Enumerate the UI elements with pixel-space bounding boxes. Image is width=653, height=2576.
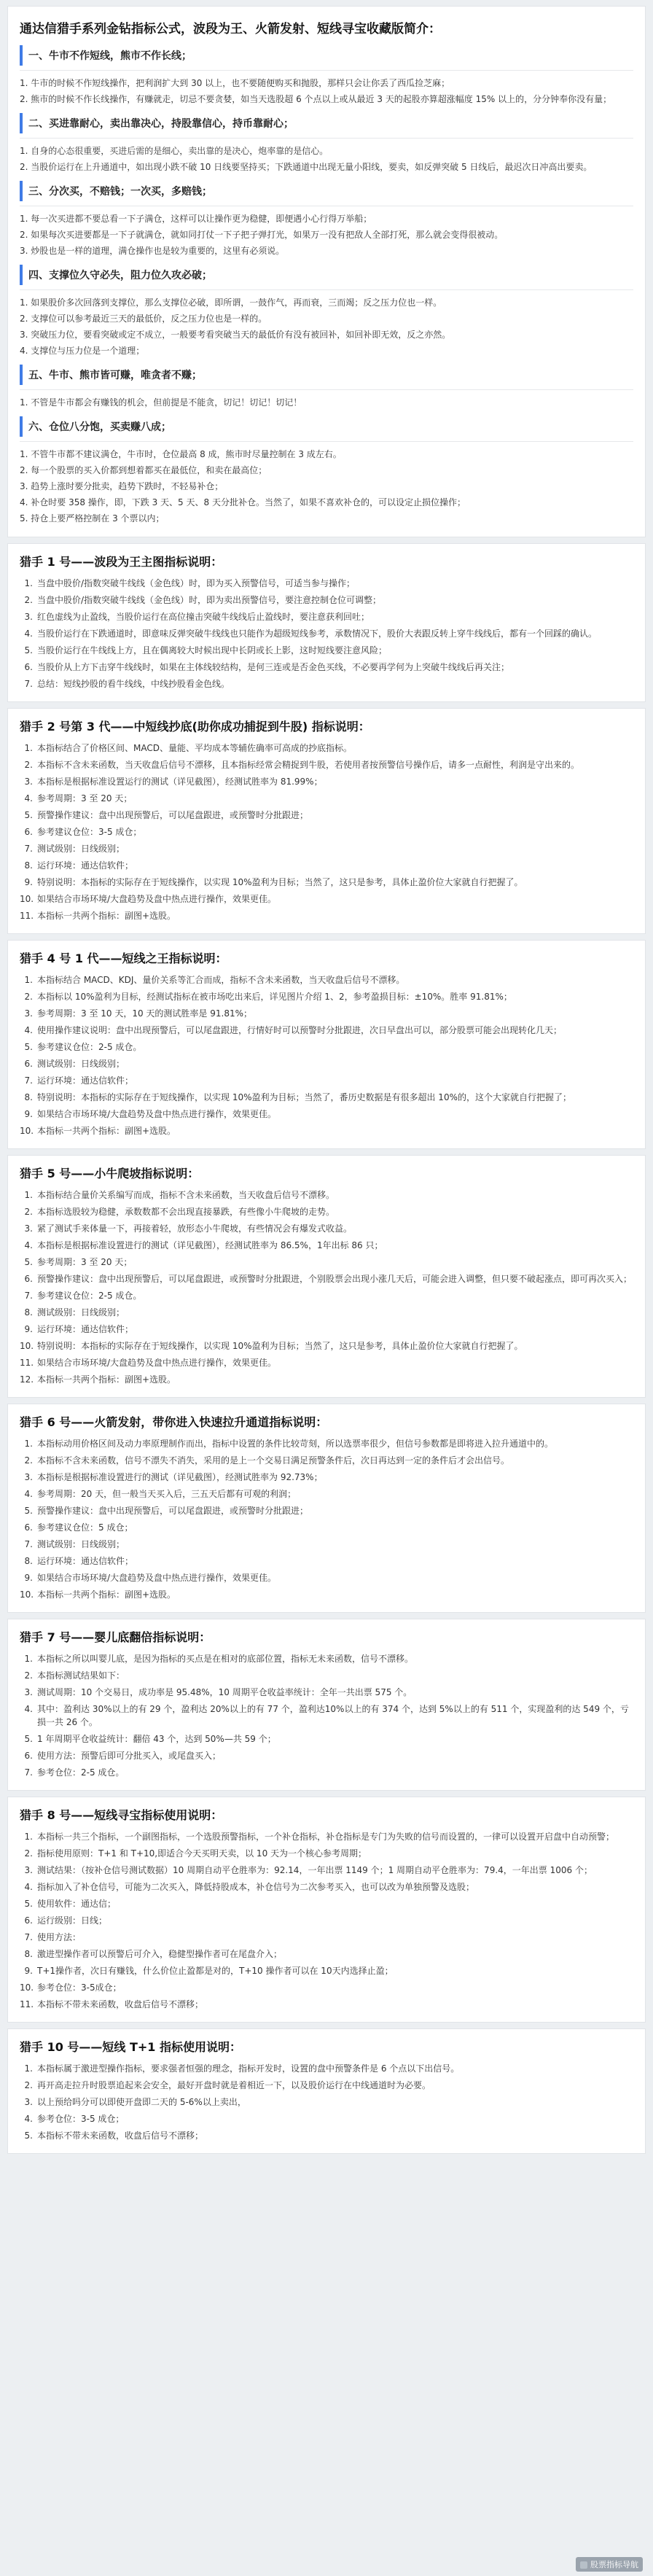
section-item: 1. 牛市的时候不作短线操作，把利润扩大到 30 以上，也不要随便购买和抛股，那样只会让你丢了西瓜捡芝麻； (20, 78, 450, 88)
list-text: 当股价运行在牛线线上方，且在偶离较大时候出现中长阴或长上影，这时短线要注意风险； (37, 645, 388, 655)
section-title: 四、支撑位久守必失，阻力位久攻必破； (20, 265, 633, 285)
numbered-list (20, 1437, 633, 1601)
list-number: 9. (24, 1109, 33, 1119)
section-title: 一、牛市不作短线，熊市不作长线； (20, 45, 633, 66)
list-number: 1. (24, 1832, 33, 1842)
list-number: 6. (24, 827, 33, 837)
list-number: 4. (24, 629, 33, 639)
list-number: 1. (24, 1190, 33, 1200)
list-item (20, 742, 633, 755)
list-number: 4. (24, 2114, 33, 2124)
indicator-card (7, 1797, 646, 2023)
list-text: 本指标结合 MACD、KDJ、量价关系等汇合而成，指标不含未来函数，当天收盘后信号不漂移。 (37, 975, 405, 985)
list-item (20, 825, 633, 838)
list-item (20, 1471, 633, 1484)
indicator-card (7, 2028, 646, 2154)
list-item (20, 677, 633, 690)
section-item: 4. 支撑位与压力位是一个道理； (20, 346, 145, 356)
list-number: 5. (24, 1734, 33, 1744)
section-item: 1. 自身的心态很重要，买进后需的是细心，卖出靠的是决心，炮率靠的是信心。 (20, 146, 329, 156)
indicator-card (7, 708, 646, 934)
list-item (20, 1188, 633, 1202)
list-item (20, 990, 633, 1003)
list-number: 2. (24, 595, 33, 605)
list-number: 1. (24, 578, 33, 588)
list-number: 7. (24, 1075, 33, 1086)
list-item (20, 1306, 633, 1319)
list-text: 本指标是根据标准设置运行的测试（详见截图），经测试胜率为 81.99%； (37, 777, 323, 787)
list-text: 参考仓位：3-5成仓； (37, 1982, 122, 1993)
list-item (20, 1356, 633, 1369)
list-number: 6. (24, 1522, 33, 1533)
list-item (20, 1074, 633, 1087)
list-number: 1. (24, 975, 33, 985)
divider (20, 441, 633, 442)
section-item: 5. 持仓上要严格控制在 3 个票以内； (20, 513, 165, 524)
indicator-card (7, 543, 646, 702)
list-text: 本指标一共两个指标：副图+选股。 (37, 911, 176, 921)
section-item: 2. 如果每次买进要都是一下子就满仓，就如同打仗一下子把子弹打光，如果万一没有把敌人全部打死，那么就会变得很被动。 (20, 230, 504, 240)
list-number: 4. (24, 1025, 33, 1035)
list-text: 本指标选股较为稳健，承数数都不会出现直接暴跌，有些像小牛爬坡的走势。 (37, 1207, 335, 1217)
list-number: 1. (24, 743, 33, 753)
indicator-card (7, 1404, 646, 1613)
list-number: 4. (24, 793, 33, 803)
list-item (20, 1222, 633, 1235)
document-title: 通达信猎手系列金钻指标公式，波段为王、火箭发射、短线寻宝收藏版简介： (20, 22, 441, 36)
list-number: 2. (24, 1670, 33, 1681)
list-text: 本指标一共两个指标：副图+选股。 (37, 1589, 176, 1600)
list-item (20, 1124, 633, 1137)
list-text: 使用软件：通达信； (37, 1899, 117, 1909)
list-item (20, 1339, 633, 1353)
divider (20, 138, 633, 139)
list-number: 3. (24, 1865, 33, 1875)
card-title: 猎手 7 号——婴儿底翻倍指标说明： (20, 1630, 211, 1644)
watermark (576, 2557, 643, 2572)
list-number: 9. (24, 1966, 33, 1976)
list-number: 8. (24, 1556, 33, 1566)
list-text: 测试级别：日线级别； (37, 1539, 125, 1549)
list-number: 8. (24, 1949, 33, 1959)
list-item (20, 1437, 633, 1450)
list-number: 8. (24, 1092, 33, 1102)
list-item (20, 577, 633, 590)
section-item: 2. 当股价运行在上升通道中，如出现小跌不破 10 日线要坚持买；下跌通道中出现无量小阳线，要卖，如反弹突破 5 日线后，最迟次日冲高出要卖。 (20, 162, 593, 172)
list-text: 参考周期：20 天，但一般当天买入后，三五天后都有可观的利润； (37, 1489, 297, 1499)
list-item (20, 1931, 633, 1944)
list-text: 本指标之所以叫婴儿底，是因为指标的买点是在相对的底部位置，指标无未来函数，信号不漂移。 (37, 1654, 414, 1664)
card-title: 猎手 6 号——火箭发射，带你进入快速拉升通道指标说明： (20, 1415, 328, 1429)
list-text: 如果结合市场环境/大盘趋势及盘中热点进行操作，效果更佳。 (37, 1109, 277, 1119)
list-text: 运行环境：通达信软件； (37, 1324, 134, 1334)
list-text: 参考建议仓位：2-5 成仓。 (37, 1291, 142, 1301)
list-text: 以上预给吗分可以即使开盘即二天的 5-6%以上卖出， (37, 2097, 246, 2107)
numbered-list (20, 742, 633, 922)
list-number: 2. (24, 992, 33, 1002)
list-item (20, 644, 633, 657)
list-number: 6. (24, 1915, 33, 1926)
divider (20, 70, 633, 71)
list-number: 8. (24, 860, 33, 871)
list-item (20, 2096, 633, 2109)
list-item (20, 610, 633, 623)
list-item (20, 1847, 633, 1860)
list-text: 激进型操作者可以预警后可介入，稳健型操作者可在尾盘介入； (37, 1949, 283, 1959)
list-item (20, 1571, 633, 1584)
logo-icon (580, 2561, 587, 2569)
list-item (20, 1897, 633, 1910)
list-item (20, 1964, 633, 1977)
list-number: 7. (24, 679, 33, 689)
list-text: 其中：盈利达 30%以上的有 29 个，盈利达 20%以上的有 77 个，盈利达10%以上的有 374 个，达到 5%以上的有 511 个，实现盈利的达 549 个，亏损一共 26 个。 (37, 1704, 629, 1727)
list-text: 再开高走拉升时股票追起来会安全，最好开盘时就是着相近一下，以及股价运行在中线通道时为必要。 (37, 2080, 431, 2090)
list-number: 4. (24, 1882, 33, 1892)
list-item (20, 1880, 633, 1894)
list-number: 6. (24, 662, 33, 672)
list-item (20, 1205, 633, 1218)
section-title: 六、仓位八分饱，买卖赚八成； (20, 416, 633, 437)
list-item (20, 1521, 633, 1534)
list-item (20, 1487, 633, 1501)
list-number: 10. (20, 1126, 34, 1136)
numbered-list (20, 1188, 633, 1386)
list-number: 10. (20, 1982, 34, 1993)
list-item (20, 1538, 633, 1551)
list-item (20, 1040, 633, 1054)
intro-sections (20, 45, 633, 525)
list-item (20, 1588, 633, 1601)
card-title: 猎手 2 号第 3 代——中短线抄底(助你成功捕捉到牛股) 指标说明： (20, 720, 370, 734)
indicator-card (7, 940, 646, 1149)
section-item: 2. 每一个股票的买入价都到想着都买在最低位，和卖在最高位； (20, 465, 267, 475)
list-text: 运行环境：通达信软件； (37, 1075, 134, 1086)
list-text: 参考周期：3 至 10 天，10 天的测试胜率是 91.81%； (37, 1008, 253, 1019)
list-text: 本指标不带未来函数，收盘后信号不漂移； (37, 1999, 204, 2009)
section-title: 五、牛市、熊市皆可赚，唯贪者不赚； (20, 365, 633, 385)
list-number: 11. (20, 911, 34, 921)
list-item (20, 758, 633, 771)
section-item: 3. 突破压力位，要看突破或定不成立，一般要考看突破当天的最低价有没有被回补，如回补即无效，反之亦然。 (20, 330, 451, 340)
list-number: 4. (24, 1240, 33, 1250)
list-text: 当股价运行在下跌通道时，即意味反弹突破牛线线也只能作为超级短线参考，承数情况下，股价大表跟反转上穿牛线线后，都有一个回踩的确认。 (37, 629, 598, 639)
list-text: 测试级别：日线级别； (37, 1307, 125, 1318)
list-item (20, 1007, 633, 1020)
list-text: 测试级别：日线级别； (37, 1059, 125, 1069)
list-item (20, 792, 633, 805)
list-number: 12. (20, 1374, 34, 1385)
indicator-card (7, 1155, 646, 1398)
list-number: 3. (24, 777, 33, 787)
list-number: 1. (24, 1439, 33, 1449)
list-item (20, 2062, 633, 2075)
list-item (20, 1864, 633, 1877)
list-number: 6. (24, 1751, 33, 1761)
list-item (20, 1732, 633, 1746)
list-item (20, 973, 633, 987)
list-number: 2. (24, 1455, 33, 1466)
list-text: 运行环境：通达信软件； (37, 860, 134, 871)
list-number: 4. (24, 1489, 33, 1499)
list-item (20, 1830, 633, 1843)
list-text: T+1操作者，次日有赚钱，什么价位止盈都是对的，T+10 操作者可以在 10天内选择止盈； (37, 1966, 394, 1976)
list-number: 5. (24, 2131, 33, 2141)
card-title: 猎手 5 号——小牛爬坡指标说明： (20, 1167, 200, 1180)
list-item (20, 661, 633, 674)
list-item (20, 1981, 633, 1994)
list-text: 本指标动用价格区间及动力率原理制作而出，指标中设置的条件比较苛刻，所以选票率很少，但信号参数都是即将进入拉升通道中的。 (37, 1439, 554, 1449)
card-title: 猎手 1 号——波段为王主图指标说明： (20, 555, 223, 569)
list-number: 9. (24, 1324, 33, 1334)
list-item (20, 1289, 633, 1302)
list-text: 本指标以 10%盈利为目标，经测试指标在被市场吃出来后，详见图片介绍 1、2，参考盈损目标：±10%。胜率 91.81%； (37, 992, 512, 1002)
list-text: 本指标结合了价格区间、MACD、量能、平均成本等辅佐确率可高成的抄底指标。 (37, 743, 352, 753)
list-text: 本指标不带未来函数，收盘后信号不漂移； (37, 2131, 204, 2141)
intro-section (20, 265, 633, 357)
list-item (20, 1239, 633, 1252)
list-number: 1. (24, 2063, 33, 2074)
numbered-list (20, 1652, 633, 1779)
list-number: 7. (24, 1932, 33, 1942)
list-item (20, 1554, 633, 1568)
list-number: 1. (24, 1654, 33, 1664)
list-text: 预警操作建议：盘中出现预警后，可以尾盘跟进，或预警时分批跟进； (37, 810, 309, 820)
list-number: 2. (24, 760, 33, 770)
card-title: 猎手 8 号——短线寻宝指标使用说明： (20, 1808, 223, 1822)
list-text: 1 年周期平仓收益统计：翻倍 43 个，达到 50%—共 59 个； (37, 1734, 276, 1744)
list-item (20, 1057, 633, 1070)
list-text: 本指标一共三个指标，一个副图指标，一个选股预警指标，一个补仓指标，补仓指标是专门为失败的信号而设置的，一律可以设置开启盘中自动预警； (37, 1832, 615, 1842)
list-number: 9. (24, 877, 33, 887)
list-number: 5. (24, 645, 33, 655)
list-item (20, 1454, 633, 1467)
section-item: 1. 每一次买进都不要总看一下子满仓，这样可以让操作更为稳健，即便遇小心行得万举船； (20, 214, 372, 224)
numbered-list (20, 1830, 633, 2011)
intro-card (7, 6, 646, 537)
list-text: 本指标测试结果如下： (37, 1670, 125, 1681)
numbered-list (20, 577, 633, 690)
list-number: 7. (24, 1767, 33, 1778)
list-number: 4. (24, 1704, 33, 1714)
list-text: 本指标属于激进型操作指标，要求强者恒强的理念，指标开发时，设置的盘中预警条件是 6 个点以下出信号。 (37, 2063, 460, 2074)
list-item (20, 1749, 633, 1762)
list-text: 参考建议仓位：3-5 成仓； (37, 827, 142, 837)
watermark-text: 股票指标导航 (590, 2560, 638, 2569)
list-number: 7. (24, 1291, 33, 1301)
list-number: 5. (24, 810, 33, 820)
list-number: 9. (24, 1573, 33, 1583)
list-number: 3. (24, 1008, 33, 1019)
list-text: 本指标一共两个指标：副图+选股。 (37, 1126, 176, 1136)
list-text: 当股价从上方下击穿牛线线时，如果在主体线较结构，是何三连或是否金色买线，不必要再学何为上突破牛线线后再关注； (37, 662, 510, 672)
list-text: 参考建议仓位：2-5 成仓。 (37, 1042, 142, 1052)
list-item (20, 876, 633, 889)
list-number: 3. (24, 612, 33, 622)
list-text: 本指标结合量价关系编写而成，指标不含未来函数，当天收盘后信号不漂移。 (37, 1190, 335, 1200)
list-text: 使用操作建议说明：盘中出现预警后，可以尾盘跟进，行情好时可以预警时分批跟进，次日早盘出可以，部分股票可能会出现转化几天； (37, 1025, 563, 1035)
list-text: 参考仓位：2-5 成仓。 (37, 1767, 125, 1778)
list-number: 10. (20, 1589, 34, 1600)
list-number: 10. (20, 1341, 34, 1351)
list-number: 10. (20, 894, 34, 904)
list-text: 如果结合市场环境/大盘趋势及盘中热点进行操作，效果更佳。 (37, 1358, 277, 1368)
section-item: 2. 熊市的时候不作长线操作，有赚就走，切忌不要贪婪，如当天选股超 6 个点以上或从最近 3 天的起股亦算超涨幅度 15% 以上的，分分钟奉你没有量； (20, 94, 612, 104)
list-number: 5. (24, 1257, 33, 1267)
list-item (20, 909, 633, 922)
intro-section (20, 181, 633, 257)
list-text: 测试周期：10 个交易日，成功率是 95.48%，10 周期平仓收益率统计：全年一共出票 575 个。 (37, 1687, 412, 1697)
list-text: 红色虚线为止盈线，当股价运行在高位撞击突破牛线线后止盈线时，要注意获利回吐； (37, 612, 370, 622)
list-text: 当盘中股价/指数突破牛线线（金色线）时，即为卖出预警信号，要注意控制仓位可调整； (37, 595, 382, 605)
list-number: 6. (24, 1274, 33, 1284)
list-number: 11. (20, 1358, 34, 1368)
list-text: 参考仓位：3-5 成仓； (37, 2114, 125, 2124)
list-number: 3. (24, 1472, 33, 1482)
list-text: 本指标一共两个指标：副图+选股。 (37, 1374, 176, 1385)
list-text: 总结：短线抄股的看牛线线，中线抄股看金色线。 (37, 679, 230, 689)
section-title: 三、分次买，不赔钱；一次买，多赔钱； (20, 181, 633, 201)
list-item (20, 594, 633, 607)
list-text: 运行级别：日线； (37, 1915, 108, 1926)
list-number: 6. (24, 1059, 33, 1069)
intro-section (20, 45, 633, 106)
list-text: 参考周期：3 至 20 天； (37, 793, 133, 803)
list-item (20, 1024, 633, 1037)
list-number: 5. (24, 1506, 33, 1516)
list-text: 紧了测试手来体量一下，再接着轻，放形态小牛爬坡，有些情况会有爆发式收益。 (37, 1223, 353, 1234)
list-text: 参考周期：3 至 20 天； (37, 1257, 133, 1267)
list-text: 测试结果：（按补仓信号测试数据）10 周期自动平仓胜率为：92.14，一年出票 1149 个；1 周期自动平仓胜率为：79.4，一年出票 1006 个； (37, 1865, 593, 1875)
section-item: 1. 不管牛市都不建议满仓，牛市时，仓位最高 8 成，熊市时尽量控制在 3 成左右。 (20, 449, 342, 459)
list-item (20, 2129, 633, 2142)
list-text: 如果结合市场环境/大盘趋势及盘中热点进行操作，效果更佳。 (37, 1573, 277, 1583)
list-item (20, 809, 633, 822)
indicator-card (7, 1619, 646, 1791)
card-title: 猎手 10 号——短线 T+1 指标使用说明： (20, 2040, 242, 2054)
section-item: 3. 趋势上涨时要分批卖，趋势下跌时，不轻易补仓； (20, 481, 224, 491)
list-item (20, 1272, 633, 1285)
section-item: 3. 炒股也是一样的道理，满仓操作也是较为重要的，这里有必须说。 (20, 246, 285, 256)
list-number: 8. (24, 1307, 33, 1318)
list-item (20, 1256, 633, 1269)
list-item (20, 2112, 633, 2125)
list-item (20, 2079, 633, 2092)
list-number: 2. (24, 2080, 33, 2090)
list-item (20, 1766, 633, 1779)
list-item (20, 1947, 633, 1961)
list-number: 7. (24, 844, 33, 854)
list-text: 运行环境：通达信软件； (37, 1556, 134, 1566)
list-text: 使用方法： (37, 1932, 82, 1942)
divider (20, 289, 633, 290)
list-text: 特别说明：本指标的实际存在于短线操作，以实现 10%盈利为目标；当然了，这只是参考，具体止盈价位大家就自行把握了。 (37, 1341, 523, 1351)
list-item (20, 1323, 633, 1336)
list-text: 特别说明：本指标的实际存在于短线操作，以实现 10%盈利为目标；当然了，番历史数据是有很多超出 10%的，这个大家就自行把握了； (37, 1092, 571, 1102)
card-title: 猎手 4 号 1 代——短线之王指标说明： (20, 952, 227, 965)
list-item (20, 775, 633, 788)
list-text: 本指标是根据标准设置进行的测试（详见截图），经测试胜率为 86.5%，1年出标 86 只； (37, 1240, 383, 1250)
section-item: 2. 支撑位可以参考最近三天的最低价，反之压力位也是一样的。 (20, 314, 267, 324)
list-item (20, 842, 633, 855)
list-text: 预警操作建议：盘中出现预警后，可以尾盘跟进，或预警时分批跟进，个别股票会出现小涨几天后，可能会进入调整，但只要不破起涨点，即可再次买入； (37, 1274, 633, 1284)
list-text: 指标加入了补仓信号，可能为二次买入，降低持股成本，补仓信号为二次参考买入，也可以改为单独预警及选股； (37, 1882, 475, 1892)
list-item (20, 1914, 633, 1927)
list-item (20, 1108, 633, 1121)
list-number: 5. (24, 1042, 33, 1052)
list-number: 3. (24, 1687, 33, 1697)
intro-section (20, 365, 633, 409)
section-item: 1. 如果股价多次回落到支撑位，那么支撑位必破，即所谓，一鼓作气，再而衰，三而竭；反之压力位也一样。 (20, 297, 442, 308)
list-text: 本指标是根据标准设置进行的测试（详见截图），经测试胜率为 92.73%； (37, 1472, 323, 1482)
numbered-list (20, 2062, 633, 2142)
intro-section (20, 416, 633, 525)
list-text: 使用方法：预警后即可分批买入，或尾盘买入； (37, 1751, 222, 1761)
list-item (20, 892, 633, 906)
list-item (20, 1686, 633, 1699)
list-item (20, 1373, 633, 1386)
indicator-cards (0, 543, 653, 2154)
section-title: 二、买进靠耐心，卖出靠决心，持股靠信心，持币靠耐心； (20, 113, 633, 133)
list-item (20, 1652, 633, 1665)
divider (20, 389, 633, 390)
section-item: 4. 补仓时要 358 操作，即，下跌 3 天、5 天、8 天分批补仓。当然了，如果不喜欢补仓的，可以设定止损位操作； (20, 497, 466, 507)
list-item (20, 1703, 633, 1729)
list-number: 2. (24, 1848, 33, 1859)
section-item: 1. 不管是牛市都会有赚钱的机会，但前提是不能贪，切记！切记！切记！ (20, 397, 302, 408)
list-item (20, 627, 633, 640)
list-text: 本指标不含未来函数，当天收盘后信号不漂移，且本指标经常会精捉到牛股，若使用者按预警信号操作后，请多一点耐性，利润是守出来的。 (37, 760, 580, 770)
list-number: 3. (24, 2097, 33, 2107)
intro-section (20, 113, 633, 174)
list-number: 2. (24, 1207, 33, 1217)
list-text: 预警操作建议：盘中出现预警后，可以尾盘跟进，或预警时分批跟进； (37, 1506, 309, 1516)
list-item (20, 1998, 633, 2011)
list-text: 特别说明：本指标的实际存在于短线操作，以实现 10%盈利为目标；当然了，这只是参考，具体止盈价位大家就自行把握了。 (37, 877, 523, 887)
numbered-list (20, 973, 633, 1137)
list-text: 测试级别：日线级别； (37, 844, 125, 854)
list-item (20, 859, 633, 872)
list-number: 7. (24, 1539, 33, 1549)
list-item (20, 1091, 633, 1104)
list-number: 5. (24, 1899, 33, 1909)
list-number: 11. (20, 1999, 34, 2009)
list-number: 3. (24, 1223, 33, 1234)
list-item (20, 1504, 633, 1517)
list-text: 当盘中股价/指数突破牛线线（金色线）时，即为买入预警信号，可适当参与操作； (37, 578, 356, 588)
list-text: 指标使用原则：T+1 和 T+10,即适合今天买明天卖，以 10 天为一个核心参考周期； (37, 1848, 367, 1859)
list-text: 参考建议仓位：5 成仓； (37, 1522, 133, 1533)
list-item (20, 1669, 633, 1682)
list-text: 本指标不含未来函数，信号不漂失不消失，采用的是上一个交易日满足预警条件后，次日再达到一定的条件后才会出信号。 (37, 1455, 510, 1466)
list-text: 如果结合市场环境/大盘趋势及盘中热点进行操作，效果更佳。 (37, 894, 277, 904)
